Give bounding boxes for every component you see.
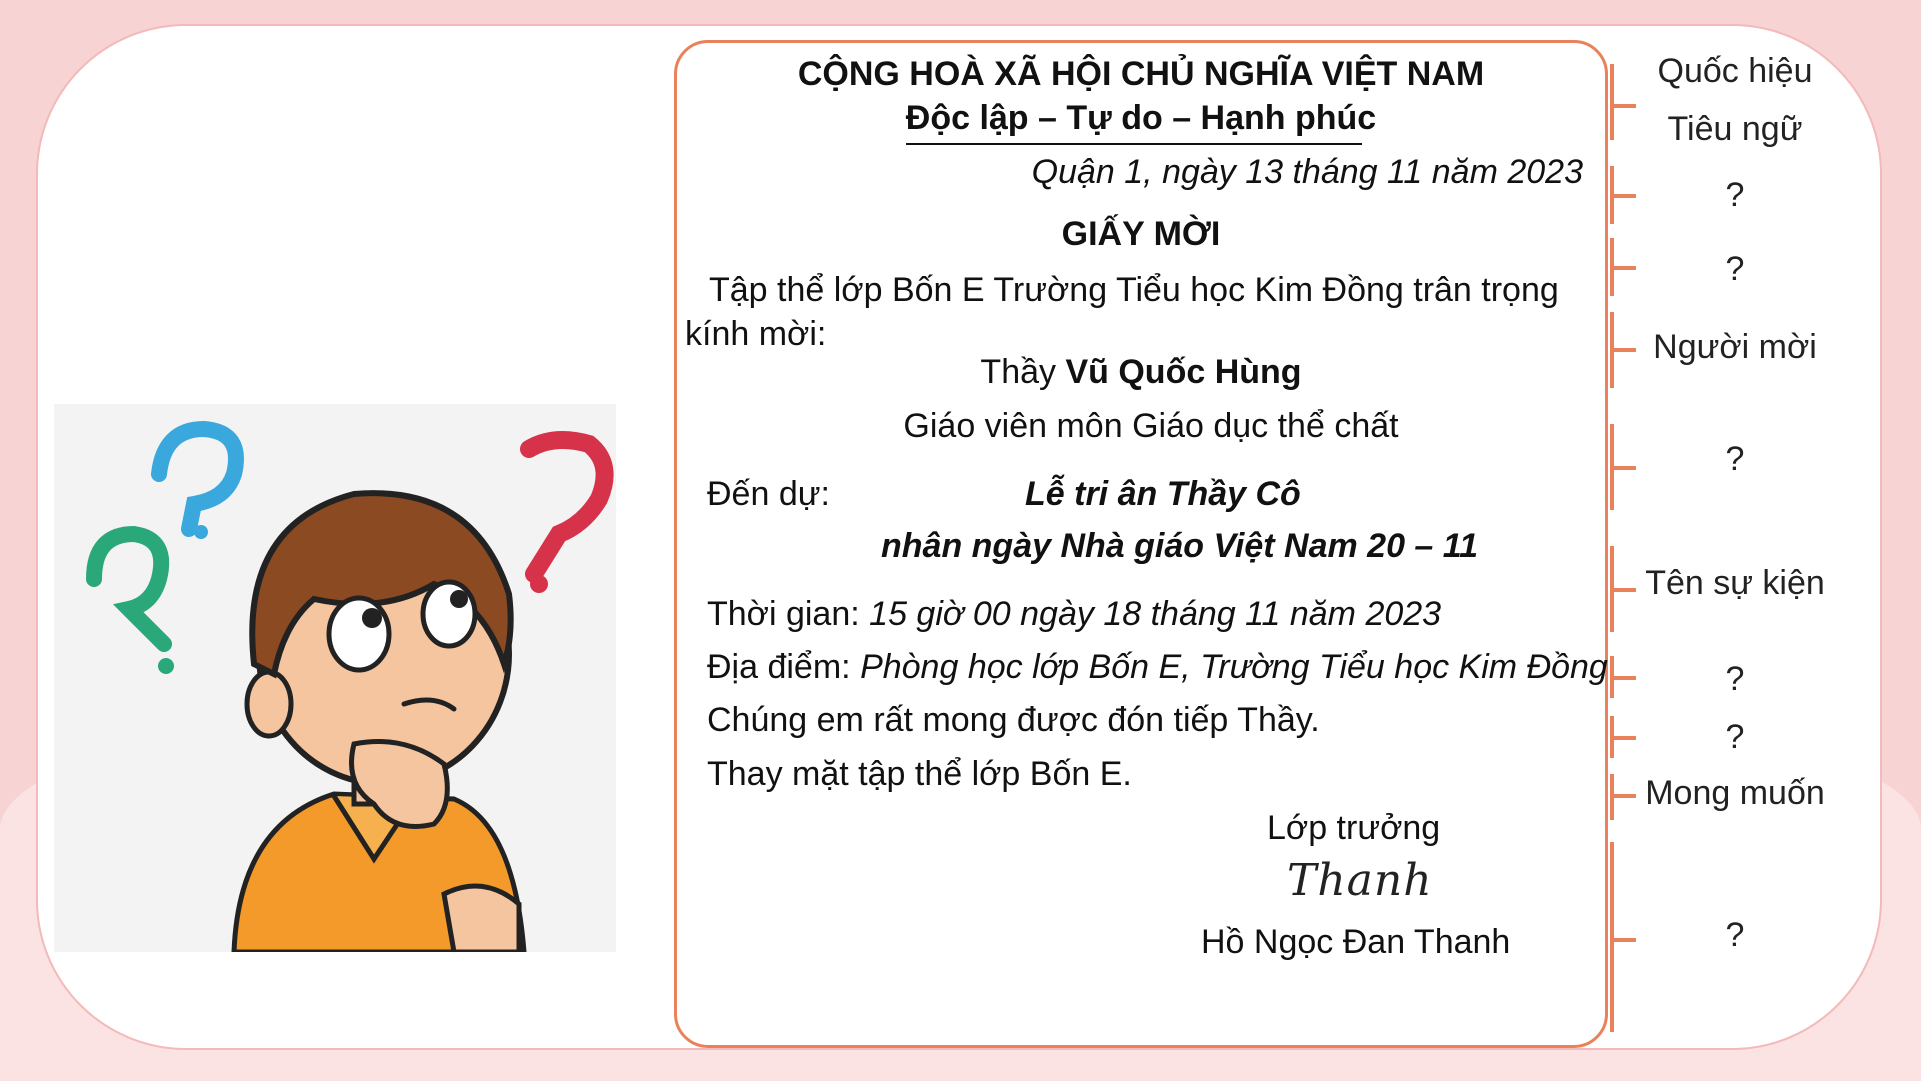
location-label: Địa điểm: bbox=[707, 648, 861, 686]
label-q3: ? bbox=[1725, 440, 1745, 478]
motto-underline bbox=[906, 143, 1362, 145]
intro-line bbox=[709, 271, 1579, 310]
location-value: Phòng học lớp Bốn E, Trường Tiểu học Kim Đồng bbox=[860, 648, 1608, 686]
on-behalf-line: Thay mặt tập thể lớp Bốn E. bbox=[707, 755, 1132, 793]
wish-line: Chúng em rất mong được đón tiếp Thầy. bbox=[707, 701, 1320, 739]
invitee-line bbox=[677, 353, 1605, 392]
label-mong-muon: Mong muốn bbox=[1645, 774, 1825, 812]
label-quoc-hieu: Quốc hiệu bbox=[1657, 52, 1813, 90]
time-value: 15 giờ 00 ngày 18 tháng 11 năm 2023 bbox=[869, 595, 1442, 633]
event-label: Đến dự: bbox=[707, 475, 830, 513]
document-title: GIẤY MỜI bbox=[1061, 215, 1221, 253]
invitee-prefix: Thầy bbox=[980, 353, 1066, 391]
motto: Độc lập – Tự do – Hạnh phúc bbox=[905, 99, 1377, 137]
invitee-name: Vũ Quốc Hùng bbox=[1065, 353, 1302, 391]
label-q2: ? bbox=[1725, 250, 1745, 288]
time-line bbox=[707, 595, 1441, 634]
event-name-line2: nhân ngày Nhà giáo Việt Nam 20 – 11 bbox=[881, 527, 1479, 565]
location-line bbox=[707, 648, 1608, 687]
question-mark-red-icon bbox=[529, 440, 605, 574]
label-q1: ? bbox=[1725, 176, 1745, 214]
label-q6: ? bbox=[1725, 916, 1745, 954]
time-label: Thời gian: bbox=[707, 595, 870, 633]
place-date: Quận 1, ngày 13 tháng 11 năm 2023 bbox=[1031, 153, 1583, 191]
invitation-document bbox=[674, 40, 1608, 1048]
label-q5: ? bbox=[1725, 718, 1745, 756]
intro-line-2: kính mời: bbox=[685, 315, 827, 353]
handwritten-signature: Thanh bbox=[1287, 855, 1433, 906]
signer-title: Lớp trưởng bbox=[1267, 809, 1441, 847]
label-nguoi-moi: Người mời bbox=[1653, 328, 1817, 366]
tick-quoc-hieu bbox=[1610, 104, 1636, 108]
thinking-boy-illustration bbox=[54, 404, 616, 952]
question-mark-green-icon bbox=[94, 534, 164, 644]
intro-text: Tập thể lớp Bốn E Trường Tiểu học Kim Đồng trân trọng bbox=[709, 271, 1559, 309]
signer-name: Hồ Ngọc Đan Thanh bbox=[1201, 923, 1511, 961]
question-mark-blue-icon bbox=[159, 429, 236, 529]
label-tieu-ngu: Tiêu ngữ bbox=[1667, 110, 1803, 148]
label-q4: ? bbox=[1725, 660, 1745, 698]
national-title: CỘNG HOÀ XÃ HỘI CHỦ NGHĨA VIỆT NAM bbox=[797, 55, 1485, 93]
label-ten-su-kien: Tên sự kiện bbox=[1645, 564, 1825, 602]
invitee-role: Giáo viên môn Giáo dục thể chất bbox=[903, 407, 1399, 445]
event-name-line1: Lễ tri ân Thầy Cô bbox=[1025, 475, 1301, 513]
